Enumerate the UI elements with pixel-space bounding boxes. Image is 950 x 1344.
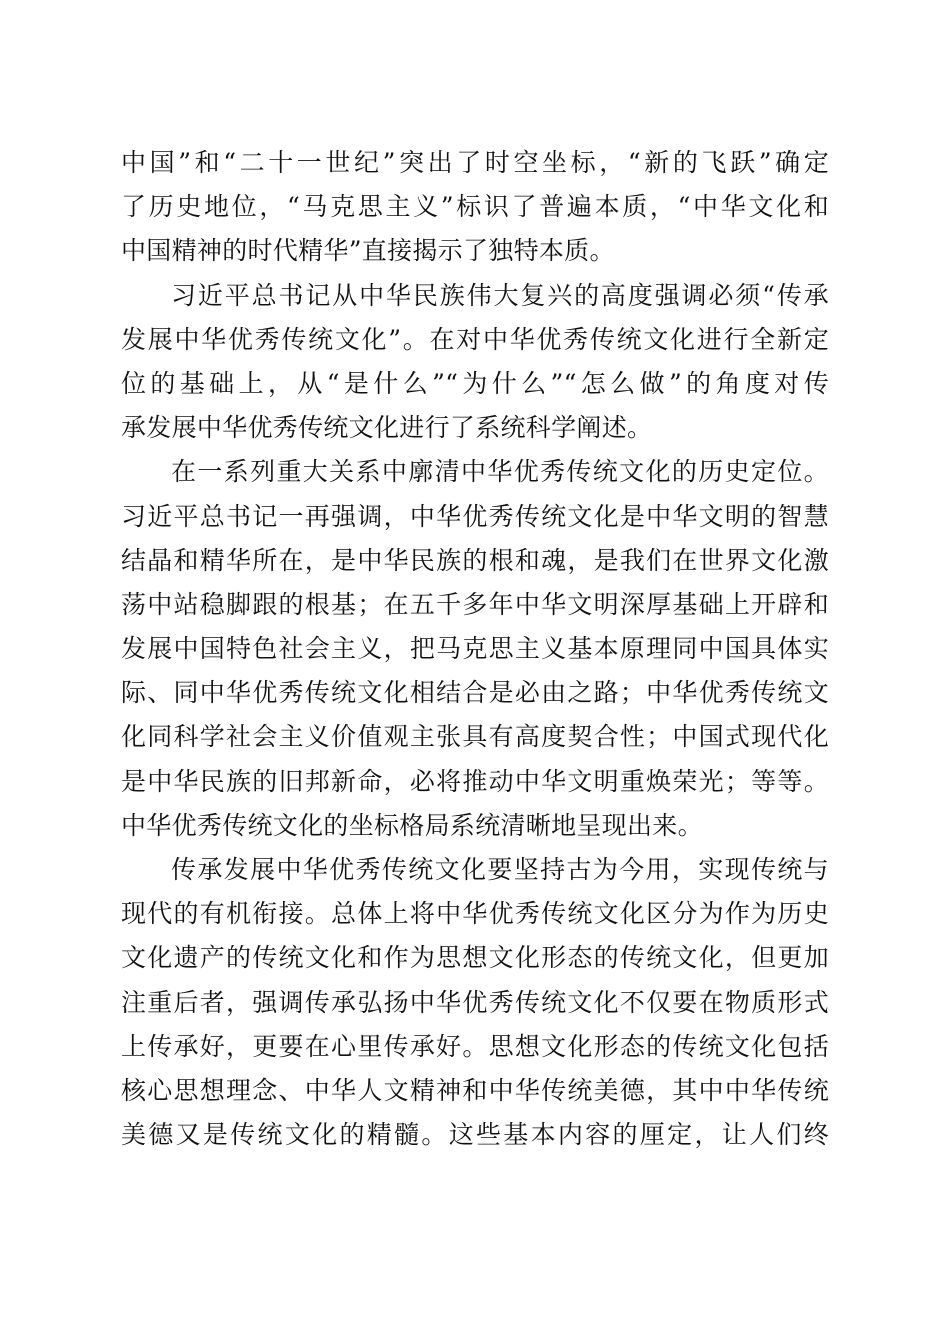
text-line: 文化遗产的传统文化和作为思想文化形态的传统文化，但更加 xyxy=(121,943,829,973)
text-line: 化同科学社会主义价值观主张具有高度契合性；中国式现代化 xyxy=(121,722,829,752)
text-line: 了历史地位，“马克思主义”标识了普遍本质，“中华文化和 xyxy=(121,192,829,222)
text-line: 美德又是传统文化的精髓。这些基本内容的厘定，让人们终 xyxy=(121,1120,829,1150)
text-line: 现代的有机衔接。总体上将中华优秀传统文化区分为作为历史 xyxy=(121,899,829,929)
text-line: 中国精神的时代精华”直接揭示了独特本质。 xyxy=(121,236,615,266)
text-line: 结晶和精华所在，是中华民族的根和魂，是我们在世界文化激 xyxy=(121,545,829,575)
text-line: 中国”和“二十一世纪”突出了时空坐标，“新的飞跃”确定 xyxy=(121,148,829,177)
text-line: 在一系列重大关系中廓清中华优秀传统文化的历史定位。 xyxy=(171,457,829,487)
text-line: 际、同中华优秀传统文化相结合是必由之路；中华优秀传统文 xyxy=(121,678,829,708)
document-body xyxy=(121,141,829,1157)
text-line: 承发展中华优秀传统文化进行了系统科学阐述。 xyxy=(121,413,653,443)
text-line: 习近平总书记从中华民族伟大复兴的高度强调必须“传承 xyxy=(171,280,829,310)
text-line: 上传承好，更要在心里传承好。思想文化形态的传统文化包括 xyxy=(121,1031,829,1061)
text-line: 核心思想理念、中华人文精神和中华传统美德，其中中华传统 xyxy=(121,1075,829,1105)
text-line: 荡中站稳脚跟的根基；在五千多年中华文明深厚基础上开辟和 xyxy=(121,589,829,619)
text-line: 中华优秀传统文化的坐标格局系统清晰地呈现出来。 xyxy=(121,810,703,840)
text-line: 习近平总书记一再强调，中华优秀传统文化是中华文明的智慧 xyxy=(121,501,829,531)
text-line: 传承发展中华优秀传统文化要坚持古为今用，实现传统与 xyxy=(171,855,829,884)
text-line: 发展中国特色社会主义，把马克思主义基本原理同中国具体实 xyxy=(121,634,829,664)
text-line: 位的基础上，从“是什么”“为什么”“怎么做”的角度对传 xyxy=(121,368,829,398)
text-line: 发展中华优秀传统文化”。在对中华优秀传统文化进行全新定 xyxy=(121,324,829,354)
text-line: 是中华民族的旧邦新命，必将推动中华文明重焕荣光；等等。 xyxy=(121,766,829,796)
text-line: 注重后者，强调传承弘扬中华优秀传统文化不仅要在物质形式 xyxy=(121,987,829,1017)
